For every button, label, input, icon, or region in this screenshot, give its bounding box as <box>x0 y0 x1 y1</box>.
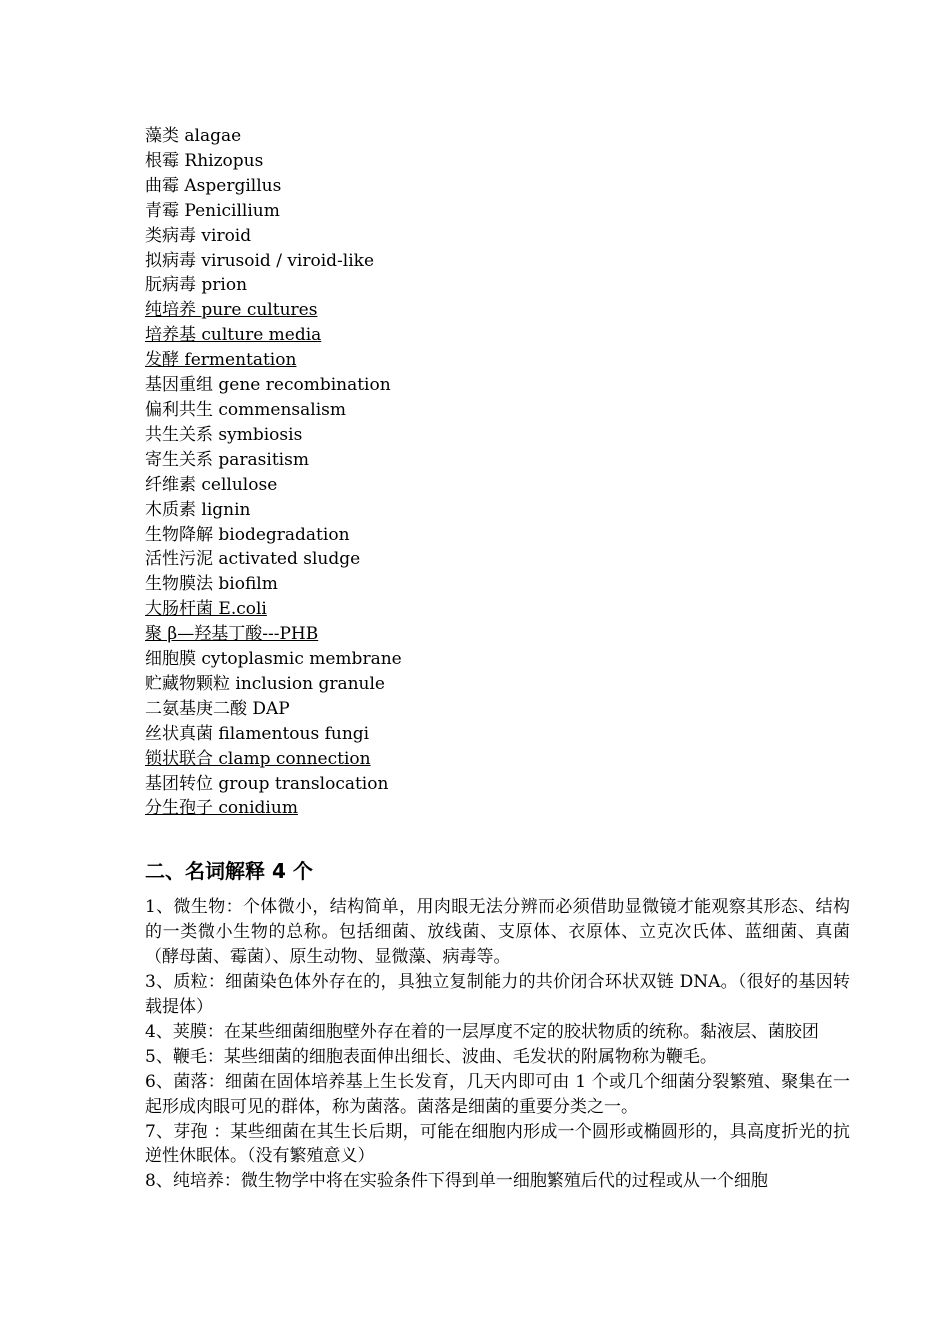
glossary-term: 藻类 alagae <box>145 126 242 146</box>
glossary-term: 生物膜法 biofilm <box>145 574 278 595</box>
glossary-term: 聚 β—羟基丁酸---PHB <box>145 624 319 645</box>
definition-list <box>145 895 850 1194</box>
glossary-term: 曲霉 Aspergillus <box>145 175 282 196</box>
glossary-term: 基团转位 group translocation <box>145 773 389 794</box>
glossary-term: 纤维素 cellulose <box>145 474 278 495</box>
glossary-term: 类病毒 viroid <box>145 225 252 246</box>
glossary-term: 活性污泥 activated sludge <box>145 549 361 570</box>
glossary-term: 偏利共生 commensalism <box>145 399 346 420</box>
glossary-term: 二氨基庚二酸 DAP <box>145 698 290 719</box>
definition-paragraph: 1、微生物：个体微小，结构简单，用肉眼无法分辨而必须借助显微镜才能观察其形态、结构的一类微小生物的总称。包括细菌、放线菌、支原体、衣原体、立克次氏体、蓝细菌、真菌（酵母菌、霉菌）、原生动物、显微藻、病毒等。 <box>145 897 850 968</box>
glossary-term: 培养基 culture media <box>145 325 322 346</box>
glossary-term: 根霉 Rhizopus <box>145 150 264 171</box>
glossary-term: 发酵 fermentation <box>145 350 297 371</box>
glossary-term: 生物降解 biodegradation <box>145 524 350 545</box>
glossary-term: 大肠杆菌 E.coli <box>145 599 267 620</box>
section-title: 二、名词解释 4 个 <box>145 859 313 884</box>
glossary-term: 木质素 lignin <box>145 499 251 520</box>
definition-paragraph: 5、鞭毛：某些细菌的细胞表面伸出细长、波曲、毛发状的附属物称为鞭毛。 <box>145 1046 717 1067</box>
glossary-term: 青霉 Penicillium <box>145 200 280 221</box>
glossary-term: 细胞膜 cytoplasmic membrane <box>145 649 402 670</box>
glossary-term: 锁状联合 clamp connection <box>145 748 371 769</box>
glossary-term: 拟病毒 virusoid / viroid-like <box>145 250 375 271</box>
definition-paragraph: 7、芽孢 ：某些细菌在其生长后期，可能在细胞内形成一个圆形或椭圆形的，具高度折光的抗逆性休眠体。（没有繁殖意义） <box>145 1121 850 1167</box>
definition-paragraph: 6、菌落：细菌在固体培养基上生长发育，几天内即可由 1 个或几个细菌分裂繁殖、聚集在一起形成肉眼可见的群体，称为菌落。菌落是细菌的重要分类之一。 <box>145 1071 850 1117</box>
definition-paragraph: 8、纯培养：微生物学中将在实验条件下得到单一细胞繁殖后代的过程或从一个细胞 <box>145 1171 768 1192</box>
document-page <box>145 124 850 1194</box>
glossary-term: 共生关系 symbiosis <box>145 424 303 445</box>
glossary-term: 朊病毒 prion <box>145 275 248 296</box>
glossary-term-list <box>145 124 850 821</box>
glossary-term: 丝状真菌 filamentous fungi <box>145 723 370 744</box>
glossary-term: 寄生关系 parasitism <box>145 449 309 470</box>
glossary-term: 纯培养 pure cultures <box>145 300 318 321</box>
glossary-term: 贮藏物颗粒 inclusion granule <box>145 673 385 694</box>
definition-paragraph: 3、质粒：细菌染色体外存在的，具独立复制能力的共价闭合环状双链 DNA。（很好的基因转载提体） <box>145 972 850 1017</box>
glossary-term: 分生孢子 conidium <box>145 798 298 819</box>
definition-paragraph: 4、荚膜：在某些细菌细胞壁外存在着的一层厚度不定的胶状物质的统称。黏液层、菌胶团 <box>145 1021 819 1042</box>
glossary-term: 基因重组 gene recombination <box>145 375 391 396</box>
